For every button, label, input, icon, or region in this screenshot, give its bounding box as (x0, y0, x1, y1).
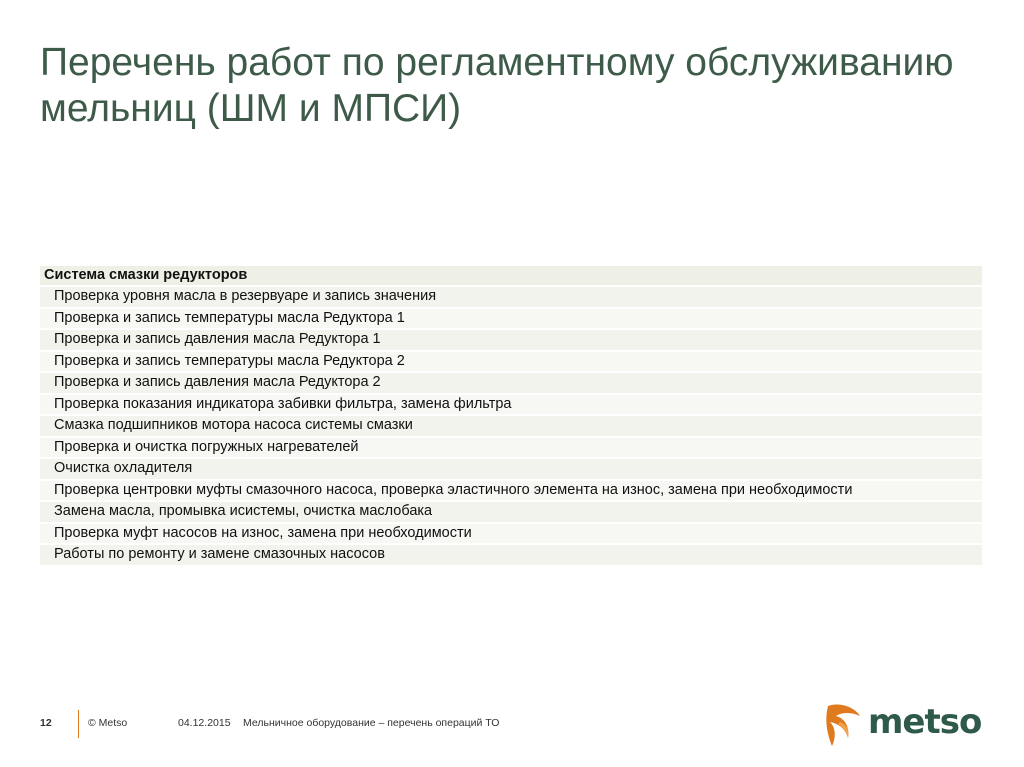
table-row: Проверка уровня масла в резервуаре и запись значения (40, 287, 982, 309)
metso-logo-text: metso (868, 702, 982, 742)
table-row: Проверка и запись температуры масла Редуктора 1 (40, 309, 982, 331)
page-number: 12 (40, 717, 52, 729)
table-row: Проверка и запись температуры масла Редуктора 2 (40, 352, 982, 374)
table-row: Проверка муфт насосов на износ, замена при необходимости (40, 524, 982, 546)
table-row: Проверка показания индикатора забивки фильтра, замена фильтра (40, 395, 982, 417)
table-row: Проверка и запись давления масла Редуктора 2 (40, 373, 982, 395)
metso-flame-icon (824, 700, 864, 748)
table-row: Проверка центровки муфты смазочного насоса, проверка эластичного элемента на износ, замена при необходимости (40, 481, 982, 503)
table-row: Смазка подшипников мотора насоса системы смазки (40, 416, 982, 438)
table-row: Проверка и очистка погружных нагревателей (40, 438, 982, 460)
footer-text: Мельничное оборудование – перечень операций ТО (243, 717, 500, 729)
metso-logo (824, 698, 984, 750)
slide-title: Перечень работ по регламентному обслуживанию мельниц (ШМ и МПСИ) (40, 41, 954, 130)
footer-copyright: © Metso (88, 717, 128, 729)
table-row: Проверка и запись давления масла Редуктора 1 (40, 330, 982, 352)
table-row: Очистка охладителя (40, 459, 982, 481)
maintenance-table (40, 266, 982, 567)
footer-date: 04.12.2015 (178, 717, 231, 729)
table-row: Замена масла, промывка исистемы, очистка маслобака (40, 502, 982, 524)
footer-divider (78, 710, 79, 738)
table-row: Работы по ремонту и замене смазочных насосов (40, 545, 982, 567)
table-header: Система смазки редукторов (40, 266, 982, 287)
